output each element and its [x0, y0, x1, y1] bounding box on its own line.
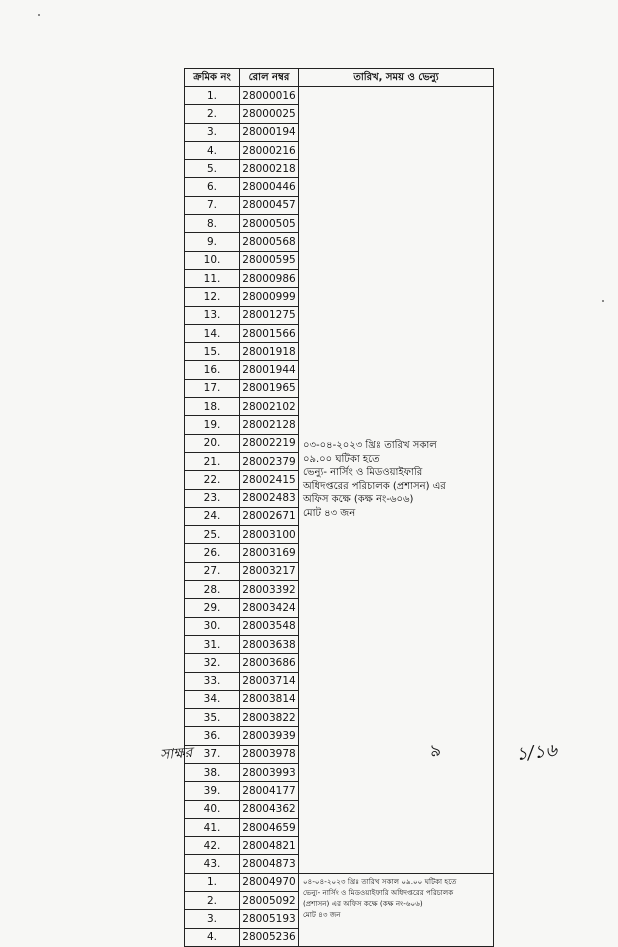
roll-cell: 28003548	[240, 617, 299, 635]
serial-cell: 4.	[185, 928, 240, 946]
roll-cell: 28001965	[240, 379, 299, 397]
roll-cell: 28002379	[240, 452, 299, 470]
venue-line: অফিস কক্ষে (কক্ষ নং-৬০৬)	[303, 494, 414, 506]
serial-cell: 15.	[185, 343, 240, 361]
serial-cell: 1.	[185, 873, 240, 891]
serial-cell: 12.	[185, 288, 240, 306]
roll-cell: 28000446	[240, 178, 299, 196]
roll-cell: 28003822	[240, 709, 299, 727]
serial-cell: 30.	[185, 617, 240, 635]
roll-cell: 28003100	[240, 526, 299, 544]
serial-cell: 19.	[185, 416, 240, 434]
roll-cell: 28001566	[240, 324, 299, 342]
roll-cell: 28003993	[240, 763, 299, 781]
venue-line: ভেন্যু- নার্সিং ও মিডওয়াইফারি	[303, 467, 423, 479]
header-venue: তারিখ, সময় ও ভেন্যু	[299, 69, 494, 87]
roll-cell: 28003939	[240, 727, 299, 745]
venue-cell	[299, 87, 494, 874]
serial-cell: 41.	[185, 818, 240, 836]
scan-speck	[602, 300, 604, 302]
header-serial: ক্রমিক নং	[185, 69, 240, 87]
roll-cell: 28003638	[240, 635, 299, 653]
serial-cell: 10.	[185, 251, 240, 269]
roll-cell: 28003392	[240, 581, 299, 599]
serial-cell: 13.	[185, 306, 240, 324]
roll-cell: 28003714	[240, 672, 299, 690]
handwritten-mark: ৯	[428, 740, 443, 762]
venue-line: ভেন্যু- নার্সিং ও মিডওয়াইফারি অধিদপ্তরের পরিচালক	[303, 887, 454, 897]
serial-cell: 28.	[185, 581, 240, 599]
serial-cell: 42.	[185, 837, 240, 855]
roll-cell: 28002102	[240, 398, 299, 416]
serial-cell: 7.	[185, 196, 240, 214]
serial-cell: 38.	[185, 763, 240, 781]
serial-cell: 18.	[185, 398, 240, 416]
venue-line: মোট ৪৩ জন	[303, 507, 356, 519]
serial-cell: 22.	[185, 471, 240, 489]
venue-line: মোট ৪৩ জন	[303, 909, 341, 919]
serial-cell: 33.	[185, 672, 240, 690]
venue-cell	[299, 873, 494, 946]
roll-table	[184, 68, 494, 947]
roll-cell: 28004970	[240, 873, 299, 891]
serial-cell: 32.	[185, 654, 240, 672]
serial-cell: 24.	[185, 507, 240, 525]
roll-cell: 28000986	[240, 269, 299, 287]
scan-speck	[38, 14, 40, 16]
venue-line: অধিদপ্তরের পরিচালক (প্রশাসন) এর	[303, 480, 446, 492]
serial-cell: 37.	[185, 745, 240, 763]
page-number: ১/১৬	[514, 739, 559, 766]
serial-cell: 6.	[185, 178, 240, 196]
roll-cell: 28000025	[240, 105, 299, 123]
roll-cell: 28005193	[240, 910, 299, 928]
roll-cell: 28004659	[240, 818, 299, 836]
table-row	[185, 873, 494, 891]
roll-cell: 28000194	[240, 123, 299, 141]
roll-cell: 28003217	[240, 562, 299, 580]
roll-cell: 28003169	[240, 544, 299, 562]
serial-cell: 4.	[185, 141, 240, 159]
roll-cell: 28000505	[240, 215, 299, 233]
table-body	[185, 87, 494, 947]
roll-cell: 28002219	[240, 434, 299, 452]
serial-cell: 11.	[185, 269, 240, 287]
roll-cell: 28003686	[240, 654, 299, 672]
roll-cell: 28003978	[240, 745, 299, 763]
roll-cell: 28004821	[240, 837, 299, 855]
signature: সাক্ষর	[159, 744, 193, 764]
serial-cell: 5.	[185, 160, 240, 178]
serial-cell: 16.	[185, 361, 240, 379]
serial-cell: 2.	[185, 105, 240, 123]
serial-cell: 29.	[185, 599, 240, 617]
serial-cell: 27.	[185, 562, 240, 580]
serial-cell: 43.	[185, 855, 240, 873]
roll-cell: 28001918	[240, 343, 299, 361]
venue-line: ০৪-০৪-২০২৩ খ্রিঃ তারিখ সকাল ০৯.০০ ঘটিকা হতে	[303, 876, 457, 886]
roll-cell: 28005092	[240, 892, 299, 910]
roll-cell: 28000216	[240, 141, 299, 159]
roll-cell: 28004177	[240, 782, 299, 800]
serial-cell: 9.	[185, 233, 240, 251]
serial-cell: 2.	[185, 892, 240, 910]
roll-cell: 28001944	[240, 361, 299, 379]
serial-cell: 21.	[185, 452, 240, 470]
roll-cell: 28000457	[240, 196, 299, 214]
venue-line: ০৩-০৪-২০২৩ খ্রিঃ তারিখ সকাল	[303, 440, 437, 452]
table-header-row	[185, 69, 494, 87]
roll-cell: 28000218	[240, 160, 299, 178]
venue-line: (প্রশাসন) এর অফিস কক্ষে (কক্ষ নং-৬০৬)	[303, 898, 423, 908]
serial-cell: 25.	[185, 526, 240, 544]
roll-cell: 28002128	[240, 416, 299, 434]
serial-cell: 36.	[185, 727, 240, 745]
serial-cell: 31.	[185, 635, 240, 653]
serial-cell: 34.	[185, 690, 240, 708]
roll-cell: 28004362	[240, 800, 299, 818]
roll-cell: 28002483	[240, 489, 299, 507]
roll-cell: 28000595	[240, 251, 299, 269]
serial-cell: 3.	[185, 123, 240, 141]
serial-cell: 26.	[185, 544, 240, 562]
header-roll: রোল নম্বর	[240, 69, 299, 87]
serial-cell: 3.	[185, 910, 240, 928]
roll-cell: 28001275	[240, 306, 299, 324]
roll-cell: 28000999	[240, 288, 299, 306]
roll-cell: 28000016	[240, 87, 299, 105]
serial-cell: 23.	[185, 489, 240, 507]
venue-line: ০৯.০০ ঘটিকা হতে	[303, 453, 380, 465]
roll-cell: 28000568	[240, 233, 299, 251]
serial-cell: 14.	[185, 324, 240, 342]
roll-cell: 28002415	[240, 471, 299, 489]
serial-cell: 8.	[185, 215, 240, 233]
roll-cell: 28005236	[240, 928, 299, 946]
serial-cell: 20.	[185, 434, 240, 452]
roll-cell: 28003814	[240, 690, 299, 708]
serial-cell: 17.	[185, 379, 240, 397]
roll-cell: 28003424	[240, 599, 299, 617]
serial-cell: 1.	[185, 87, 240, 105]
roll-cell: 28002671	[240, 507, 299, 525]
table-row	[185, 87, 494, 105]
serial-cell: 40.	[185, 800, 240, 818]
serial-cell: 39.	[185, 782, 240, 800]
roll-cell: 28004873	[240, 855, 299, 873]
serial-cell: 35.	[185, 709, 240, 727]
